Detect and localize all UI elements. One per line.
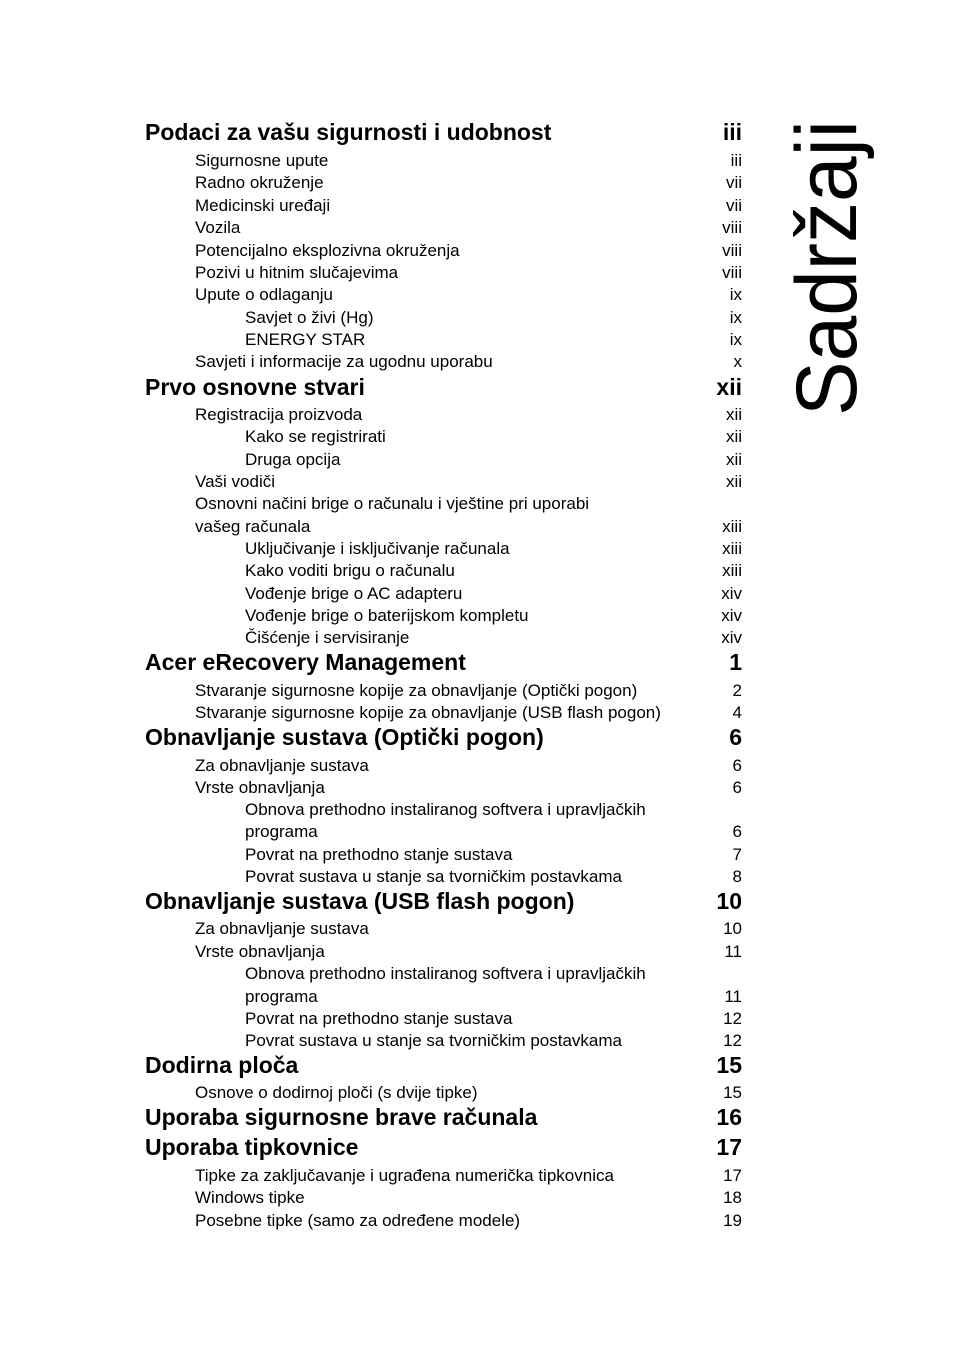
toc-entry-title: Radno okruženje <box>195 173 324 192</box>
toc-entry-page: 12 <box>723 1009 742 1028</box>
toc-entry[interactable] <box>145 372 742 402</box>
toc-entry-title: Vođenje brige o baterijskom kompletu <box>245 606 529 625</box>
toc-entry-page: 17 <box>723 1166 742 1185</box>
toc-entry[interactable] <box>195 1210 742 1232</box>
toc-entry[interactable] <box>195 471 742 493</box>
toc-entry-page: 10 <box>716 888 742 914</box>
toc-entry[interactable] <box>195 1165 742 1187</box>
toc-entry[interactable] <box>245 449 742 471</box>
toc-entry-title: Vođenje brige o AC adapteru <box>245 584 463 603</box>
toc-entry[interactable] <box>245 560 742 582</box>
toc-entry-title: Savjet o živi (Hg) <box>245 308 374 327</box>
toc-entry-page: 7 <box>732 845 742 864</box>
toc-entry[interactable] <box>245 583 742 605</box>
toc-entry-title: Za obnavljanje sustava <box>195 756 369 775</box>
side-title <box>772 105 875 420</box>
toc-entry-page: 15 <box>723 1083 742 1102</box>
toc-entry[interactable] <box>245 538 742 560</box>
toc-entry-page: 15 <box>716 1052 742 1078</box>
toc-entry-page: xiii <box>722 539 742 558</box>
toc-entry-title: Osnove o dodirnoj ploči (s dvije tipke) <box>195 1083 478 1102</box>
toc-entry-title: Obnavljanje sustava (Optički pogon) <box>145 724 544 750</box>
toc-entry-page: vii <box>725 196 742 215</box>
toc-entry-title: Tipke za zaključavanje i ugrađena numerička tipkovnica <box>195 1166 614 1185</box>
toc-entry-title: Kako se registrirati <box>245 427 386 446</box>
toc-entry[interactable] <box>245 799 742 821</box>
toc-entry-page: x <box>733 352 742 371</box>
toc-entry-page: xii <box>725 427 742 446</box>
toc-entry-title: Savjeti i informacije za ugodnu uporabu <box>195 352 493 371</box>
toc-entry[interactable] <box>195 351 742 373</box>
toc-entry-page: xii <box>725 450 742 469</box>
toc-entry-title: Osnovni načini brige o računalu i vještine pri uporabi <box>195 494 590 513</box>
toc-entry-page: xiii <box>722 561 742 580</box>
toc-entry-page: xiii <box>722 517 742 536</box>
toc-entry-title: Sigurnosne upute <box>195 151 329 170</box>
toc-entry-page: 10 <box>723 919 742 938</box>
toc-entry[interactable] <box>195 404 742 426</box>
toc-entry[interactable] <box>195 240 742 262</box>
toc-entry-title: Za obnavljanje sustava <box>195 919 369 938</box>
toc-entry[interactable] <box>195 262 742 284</box>
toc-entry-title: Registracija proizvoda <box>195 405 363 424</box>
toc-entry-title: programa <box>245 987 318 1006</box>
toc-entry-title: Stvaranje sigurnosne kopije za obnavljanje (Optički pogon) <box>195 681 638 700</box>
toc-entry-title: Windows tipke <box>195 1188 305 1207</box>
toc-entry-title: Potencijalno eksplozivna okruženja <box>195 241 460 260</box>
toc-entry-title: Vozila <box>195 218 241 237</box>
toc-entry[interactable] <box>195 755 742 777</box>
toc-entry-page: 4 <box>732 703 742 722</box>
toc-entry[interactable] <box>245 963 742 985</box>
toc-entry[interactable] <box>145 117 742 147</box>
toc-entry[interactable] <box>245 866 742 888</box>
toc-entry-page: viii <box>722 218 742 237</box>
toc-entry-title: Upute o odlaganju <box>195 285 334 304</box>
toc-entry-title: Povrat na prethodno stanje sustava <box>245 845 513 864</box>
toc-entry[interactable] <box>245 1008 742 1030</box>
toc-entry[interactable] <box>195 1082 742 1104</box>
toc-entry[interactable] <box>195 493 742 515</box>
toc-entry-title: Vaši vodiči <box>195 472 275 491</box>
toc-entry-title: Obnavljanje sustava (USB flash pogon) <box>145 888 575 914</box>
toc-entry-page: 6 <box>729 724 742 750</box>
toc-entry-page: viii <box>722 263 742 282</box>
toc-entry-page: xiv <box>721 584 742 603</box>
toc-entry-page: 18 <box>723 1188 742 1207</box>
toc-entry[interactable] <box>245 605 742 627</box>
toc-entry-page: 12 <box>723 1031 742 1050</box>
toc-entry-title: Stvaranje sigurnosne kopije za obnavljanje (USB flash pogon) <box>195 703 661 722</box>
toc-entry-page: viii <box>722 241 742 260</box>
toc-entry-page: ix <box>729 285 742 304</box>
toc-entry-page: ix <box>729 330 742 349</box>
toc-entry-title: Uključivanje i isključivanje računala <box>245 539 510 558</box>
toc-entry-title: Uporaba tipkovnice <box>145 1134 359 1160</box>
toc-entry[interactable] <box>245 821 742 843</box>
toc-entry[interactable] <box>195 918 742 940</box>
toc-entry-title: Povrat na prethodno stanje sustava <box>245 1009 513 1028</box>
toc-entry-page: 19 <box>723 1211 742 1230</box>
toc-entry-title: Obnova prethodno instaliranog softvera i upravljačkih <box>245 964 646 983</box>
toc-entry[interactable] <box>195 284 742 306</box>
toc-entry-page: iii <box>730 151 742 170</box>
toc-entry-title: Prvo osnovne stvari <box>145 374 365 400</box>
toc-entry[interactable] <box>195 150 742 172</box>
toc-entry[interactable] <box>245 329 742 351</box>
toc-entry[interactable] <box>195 680 742 702</box>
side-title-text: Sadržaji <box>779 105 875 416</box>
toc-entry[interactable] <box>245 426 742 448</box>
toc-entry-title: Uporaba sigurnosne brave računala <box>145 1104 538 1130</box>
toc-entry-page: xiv <box>721 628 742 647</box>
toc-entry-title: Druga opcija <box>245 450 341 469</box>
toc-entry[interactable] <box>245 307 742 329</box>
toc-entry-title: vašeg računala <box>195 517 311 536</box>
toc-entry-page: xii <box>725 405 742 424</box>
toc-entry-page: 1 <box>729 649 742 675</box>
toc-entry-page: 17 <box>716 1134 742 1160</box>
toc-entry-page: xii <box>716 374 742 400</box>
toc-entry[interactable] <box>145 647 742 677</box>
toc-entry-title: Dodirna ploča <box>145 1052 299 1078</box>
toc-entry[interactable] <box>145 1132 742 1162</box>
toc-entry[interactable] <box>245 627 742 649</box>
toc-entry[interactable] <box>195 702 742 724</box>
toc-entry-title: Povrat sustava u stanje sa tvorničkim postavkama <box>245 867 622 886</box>
toc-entry[interactable] <box>245 1030 742 1052</box>
toc-entry[interactable] <box>245 844 742 866</box>
toc-entry[interactable] <box>195 217 742 239</box>
toc-entry[interactable] <box>145 1050 742 1080</box>
toc-entry[interactable] <box>195 1187 742 1209</box>
toc-entry-title: Podaci za vašu sigurnosti i udobnost <box>145 119 552 145</box>
toc-entry[interactable] <box>195 172 742 194</box>
toc-entry-page: iii <box>722 119 742 145</box>
toc-entry-title: Kako voditi brigu o računalu <box>245 561 455 580</box>
toc-entry-title: Acer eRecovery Management <box>145 649 466 675</box>
toc-entry-page: 6 <box>732 756 742 775</box>
toc-entry[interactable] <box>195 516 742 538</box>
toc-entry-title: Medicinski uređaji <box>195 196 331 215</box>
toc-entry-page: xii <box>725 472 742 491</box>
toc-entry-page: 11 <box>724 987 742 1006</box>
toc-entry-page: 11 <box>724 942 742 961</box>
toc-entry-page: 16 <box>716 1104 742 1130</box>
toc-entry-page: xiv <box>721 606 742 625</box>
toc-entry[interactable] <box>145 1102 742 1132</box>
toc-entry-page: ix <box>729 308 742 327</box>
toc-entry-page: 8 <box>732 867 742 886</box>
toc-entry-page: 2 <box>732 681 742 700</box>
toc-entry-title: Obnova prethodno instaliranog softvera i upravljačkih <box>245 800 646 819</box>
toc-entry-page: 6 <box>732 778 742 797</box>
toc-entry-title: Vrste obnavljanja <box>195 942 325 961</box>
toc-entry[interactable] <box>245 986 742 1008</box>
toc-entry[interactable] <box>145 886 742 916</box>
toc-entry[interactable] <box>195 195 742 217</box>
toc-entry-page: 6 <box>732 822 742 841</box>
toc-entry[interactable] <box>145 722 742 752</box>
toc-entry[interactable] <box>195 777 742 799</box>
toc-entry-title: Vrste obnavljanja <box>195 778 325 797</box>
toc-entry[interactable] <box>195 941 742 963</box>
toc-entry-title: ENERGY STAR <box>245 330 366 349</box>
toc-entry-page: vii <box>725 173 742 192</box>
toc-entry-title: Pozivi u hitnim slučajevima <box>195 263 399 282</box>
toc-entry-title: Posebne tipke (samo za određene modele) <box>195 1211 521 1230</box>
toc-entry-title: Povrat sustava u stanje sa tvorničkim postavkama <box>245 1031 622 1050</box>
toc-entry-title: Čišćenje i servisiranje <box>245 628 410 647</box>
toc-entry-title: programa <box>245 822 318 841</box>
